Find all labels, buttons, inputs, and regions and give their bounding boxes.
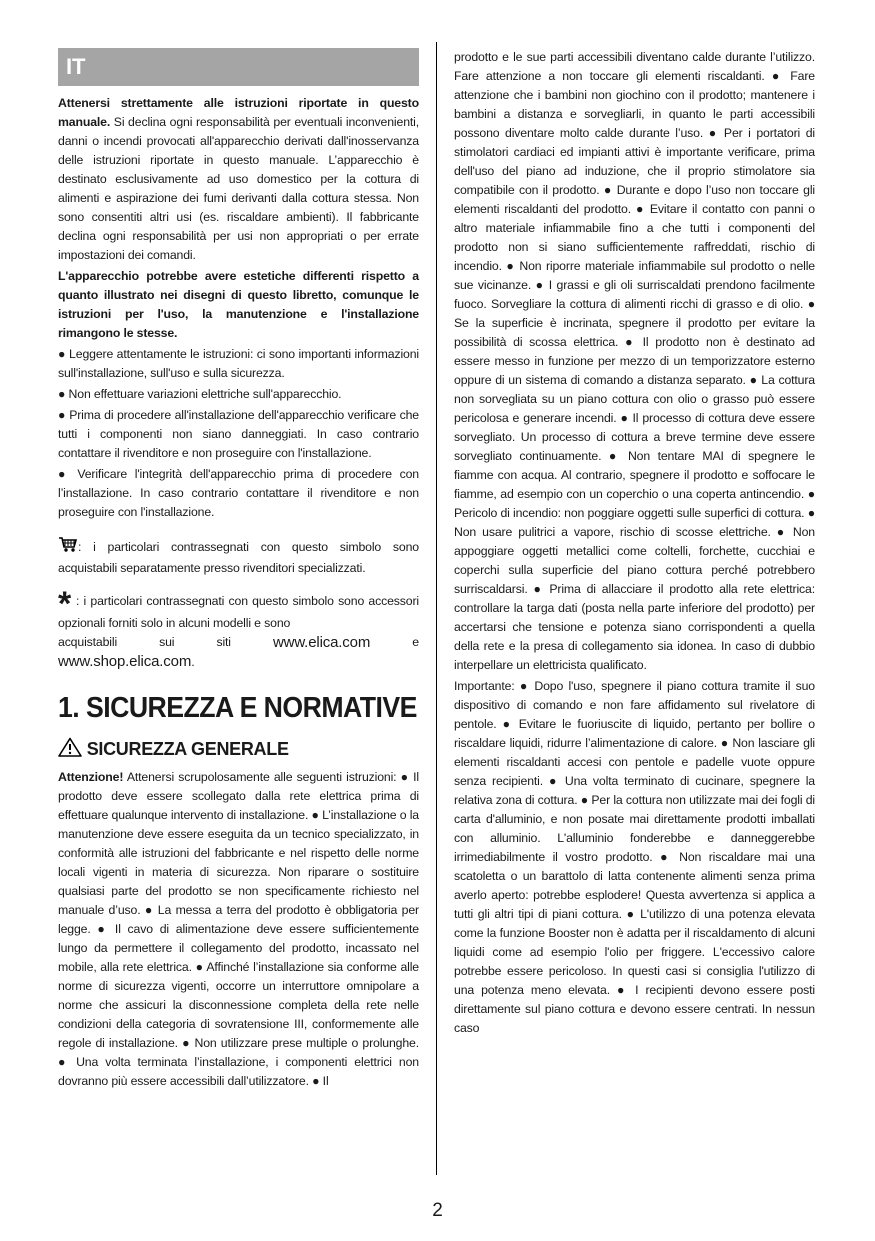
bullet-item: ● Prima di procedere all'installazione dell'apparecchio verificare che tutti i componenti non siano danneggiati. In caso contrario contattare il rivenditore e non proseguire con l'installazione. [58,408,419,460]
column-divider [436,42,437,1175]
url-word: acquistabili [58,635,118,649]
intro-bold-lead: Attenersi strettamente alle istruzioni riportate in questo manuale. [58,96,419,129]
shop-elica-link[interactable]: www.shop.elica.com [58,653,192,670]
asterisk-icon: * [58,585,72,623]
url-word: e [412,635,419,649]
star-symbol-text: : i particolari contrassegnati con questo simbolo sono accessori opzionali forniti solo in alcuni modelli e sono [58,594,419,630]
cart-symbol-note [58,536,419,578]
elica-link[interactable]: www.elica.com [272,634,371,651]
language-header: IT [58,48,419,86]
bullet-item: ● Verificare l'integrità dell'apparecchio prima di procedere con l’installazione. In caso contrario contattare il rivenditore e non proseguire con l'installazione. [58,467,419,519]
appearance-notice: L'apparecchio potrebbe avere estetiche differenti rispetto a quanto illustrato nei disegni di questo libretto, comunque le istruzioni per l'uso, la manutenzione e l'installazione rimangono le stesse. [58,269,419,340]
attention-label: Attenzione! [58,770,124,784]
left-column [58,48,419,1093]
page-number: 2 [432,1200,443,1221]
url-line-2 [58,652,419,672]
star-symbol-note [58,585,419,633]
section-title: 1. SICUREZZA E NORMATIVE [58,692,417,724]
important-paragraph: Importante: ● Dopo l'uso, spegnere il piano cottura tramite il suo dispositivo di comando e non fare affidamento sul rivelatore di pentole. ● Evitare le fuoriuscite di liquido, pertanto per bollire o riscaldare liquidi, ridurre l’alimentazione di calore. ● Non lasciare gli elementi riscaldanti accesi con pentole e padelle vuote oppure senza recipienti. ● Una volta terminato di cucinare, spegnere la relativa zona di cottura. ● Per la cottura non utilizzate mai dei fogli di carta d'alluminio, e non posate mai direttamente prodotti imballati con alluminio. L'alluminio fonderebbe e danneggerebbe irrimediabilmente il vostro prodotto. ● Non riscaldare mai una scatoletta o un barattolo di latta contenente alimenti senza prima averlo aperto: potrebbe esplodere! Questa avvertenza si applica a tutti gli altri tipi di piani cottura. ● L'utilizzo di una potenza elevata come la funzione Booster non è adatta per il riscaldamento di alcuni liquidi come ad esempio l'olio per friggere. L'eccessivo calore potrebbe essere pericoloso. In questi casi si consiglia l'utilizzo di una potenza meno elevata. ● I recipienti devono essere posti direttamente sul piano cottura e devono essere centrati. In nessun caso [454,679,815,1035]
safety-paragraph-right: prodotto e le sue parti accessibili diventano calde durante l’utilizzo. Fare attenzione a non toccare gli elementi riscaldanti. ● Fare attenzione che i bambini non giochino con il prodotto; mantenere i bambini a distanza e sorvegliarli, in quanto le parti accessibili possono diventare molto calde durante l’uso. ● Per i portatori di stimolatori cardiaci ed impianti attivi è importante verificare, prima dell'uso del piano ad induzione, che il proprio stimolatore sia compatibile con il prodotto. ● Durante e dopo l’uso non toccare gli elementi riscaldanti del prodotto. ● Evitare il contatto con panni o altro materiale infiammabile fino a che tutti i componenti del prodotto non si siano sufficientemente raffreddati, rischio di incendio. ● Non riporre materiale infiammabile sul prodotto o nelle sue vicinanze. ● I grassi e gli oli surriscaldati prendono facilmente fuoco. Sorvegliare la cottura di alimenti ricchi di grasso e di olio. ● Se la superficie è incrinata, spegnere il prodotto per evitare la possibilità di scossa elettrica. ● Il prodotto non è destinato ad essere messo in funzione per mezzo di un temporizzatore esterno oppure di un sistema di comando a distanza separato. ● La cottura non sorvegliata su un piano cottura con olio o grasso può essere pericolosa e generare incendi. ● Il processo di cottura deve essere sorvegliato. Un processo di cottura a breve termine deve essere sorvegliato continuamente. ● Non tentare MAI di spegnere le fiamme con acqua. Al contrario, spegnere il prodotto e soffocare le fiamme, ad esempio con un coperchio o una coperta antincendio. ● Pericolo di incendio: non poggiare oggetti sulle superfici di cottura. ● Non usare pulitrici a vapore, rischio di scosse elettriche. ● Non appoggiare oggetti metallici come coltelli, forchette, cucchiai e coperchi sulla superficie del piano cottura perché potrebbero surriscaldarsi. ● Prima di allacciare il prodotto alla rete elettrica: controllare la targa dati (posta nella parte inferiore del prodotto) per accertarsi che tensione e potenza siano corrispondenti a quella della rete e la presa di collegamento sia idonea. In caso di dubbio interpellare un elettricista qualificato. [454,50,815,672]
safety-text-left: Attenersi scrupolosamente alle seguenti istruzioni: ● Il prodotto deve essere scollegato dalla rete elettrica prima di effettuare qualunque intervento di installazione. ● L’installazione o la manutenzione deve essere eseguita da un tecnico specializzato, in conformità alle istruzioni del fabbricante e nel rispetto delle norme locali vigenti in materia di sicurezza. Non riparare o sostituire qualsiasi parte del prodotto se non specificamente richiesto nel manuale d’uso. ● La messa a terra del prodotto è obbligatoria per legge. ● Il cavo di alimentazione deve essere sufficientemente lungo da permettere il collegamento del prodotto, incassato nel mobile, alla rete elettrica. ● Affinché l’installazione sia conforme alle norme di sicurezza vigenti, occorre un interruttore omnipolare a norme che assicuri la disconnessione completa della rete nelle condizioni della categoria di sovratensione III, conformemente alle regole di installazione. ● Non utilizzare prese multiple o prolunghe. ● Una volta terminata l’installazione, i componenti elettrici non dovranno più essere accessibili dall’utilizzatore. ● Il [58,770,419,1088]
bullet-item: ● Non effettuare variazioni elettriche sull'apparecchio. [58,387,342,401]
url-line [58,633,419,652]
right-column [454,48,815,1040]
intro-body: Si declina ogni responsabilità per eventuali inconvenienti, danni o incendi provocati all'apparecchio derivati dall'inosservanza delle istruzioni riportate in questo manuale. L’apparecchio è destinato esclusivamente ad uso domestico per la cottura di alimenti e aspirazione dei fumi derivanti dalla cottura stessa. Non sono consentiti altri usi (es. riscaldare ambienti). Il fabbricante declina ogni responsabilità per usi non appropriati o per errate impostazioni dei comandi. [58,115,419,262]
url-word: sui [159,635,175,649]
subsection-title [58,736,419,764]
intro-paragraph [58,94,419,265]
url-period: . [191,655,195,669]
cart-symbol-text: : i particolari contrassegnati con questo simbolo sono acquistabili separatamente presso rivenditori specializzati. [58,540,419,575]
warning-triangle-icon [58,737,82,764]
subsection-title-text: SICUREZZA GENERALE [86,739,289,759]
url-word: siti [216,635,231,649]
bullet-item: ● Leggere attentamente le istruzioni: ci sono importanti informazioni sull'installazione, sull'uso e sulla sicurezza. [58,347,419,380]
shopping-cart-icon [58,536,78,559]
safety-paragraph-left [58,768,419,1091]
